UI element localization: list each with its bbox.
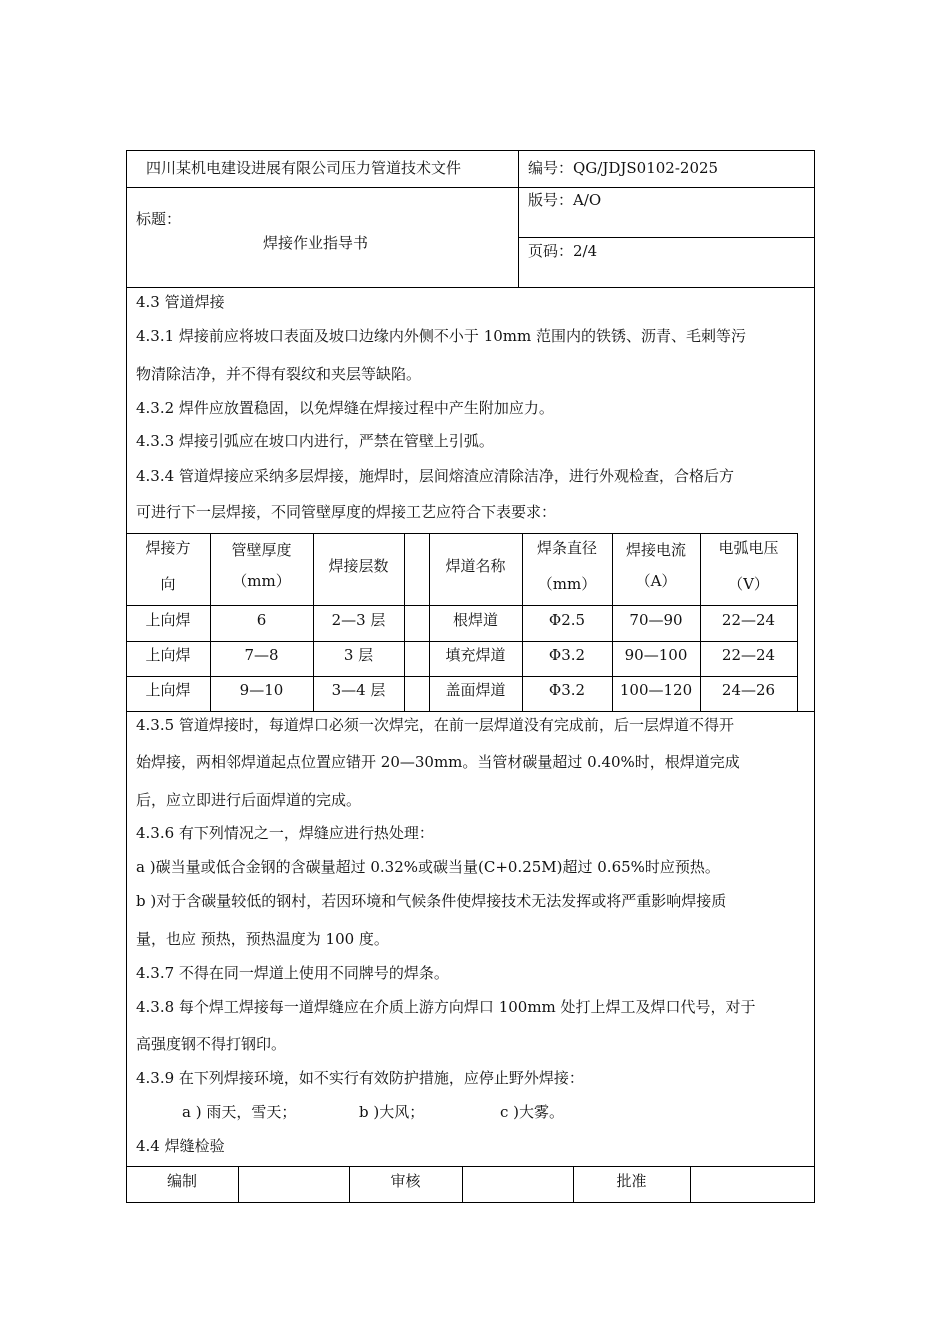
table-top-border — [126, 533, 797, 534]
header-voltage-line2: （V） — [728, 575, 769, 593]
table-right-border — [797, 533, 798, 711]
table-cell: 盖面焊道 — [445, 681, 506, 699]
clause-4-3-5-line2: 始焊接，两相邻焊道起点位置应错开 20—30mm。当管材碳量超过 0.40%时，根焊道完成 — [136, 753, 740, 771]
table-cell: 24—26 — [721, 681, 776, 699]
table-cell: 6 — [256, 611, 267, 629]
table-cell: Φ2.5 — [548, 611, 586, 629]
table-row-divider — [126, 641, 797, 642]
footer-review-label: 审核 — [390, 1172, 421, 1190]
table-cell: 70—90 — [629, 611, 683, 629]
table-row-divider — [126, 676, 797, 677]
table-column-divider — [404, 533, 405, 711]
doc-number: 编号：QG/JDJS0102-2025 — [528, 159, 719, 177]
header-pass-name: 焊道名称 — [445, 557, 506, 575]
version-label: 版号：A/O — [528, 191, 602, 209]
clause-4-3-9: 4.3.9 在下列焊接环境，如不实行有效防护措施，应停止野外焊接： — [136, 1069, 584, 1087]
table-bottom-border — [126, 711, 815, 712]
table-header-divider — [126, 605, 797, 606]
footer-approve-label: 批准 — [616, 1172, 647, 1190]
footer-column-divider — [238, 1166, 239, 1203]
section-4-3: 4.3 管道焊接 — [136, 293, 225, 311]
table-cell: 2—3 层 — [331, 611, 386, 629]
table-cell: 上向焊 — [145, 681, 191, 699]
table-cell: 填充焊道 — [445, 646, 506, 664]
section-4-4: 4.4 焊缝检验 — [136, 1137, 225, 1155]
header-direction-line1: 焊接方 — [145, 539, 191, 557]
table-cell: 根焊道 — [452, 611, 498, 629]
clause-4-3-5-line1: 4.3.5 管道焊接时，每道焊口必须一次焊完，在前一层焊道没有完成前，后一层焊道不得开 — [136, 716, 734, 734]
header-current-line2: （A） — [635, 572, 677, 590]
header-thickness-line1: 管壁厚度 — [231, 541, 292, 559]
header-electrode-line2: （mm） — [537, 575, 597, 593]
table-cell: 7—8 — [244, 646, 279, 664]
table-cell: 9—10 — [239, 681, 284, 699]
clause-4-3-6-a: a )碳当量或低合金钢的含碳量超过 0.32%或碳当量(C+0.25M)超过 0.65%时应预热。 — [136, 858, 720, 876]
page-row-divider — [518, 237, 815, 238]
header-bottom-divider — [126, 287, 815, 288]
clause-4-3-1-line2: 物清除洁净，并不得有裂纹和夹层等缺陷。 — [136, 365, 422, 383]
clause-4-3-6: 4.3.6 有下列情况之一，焊缝应进行热处理： — [136, 824, 434, 842]
page-number: 页码：2/4 — [528, 242, 598, 260]
footer-column-divider — [690, 1166, 691, 1203]
table-cell: Φ3.2 — [548, 646, 586, 664]
header-thickness-line2: （mm） — [232, 572, 291, 590]
clause-4-3-3: 4.3.3 焊接引弧应在坡口内进行，严禁在管壁上引弧。 — [136, 432, 494, 450]
table-cell: 90—100 — [624, 646, 688, 664]
clause-4-3-6-b-line2: 量，也应 预热，预热温度为 100 度。 — [136, 930, 389, 948]
header-current-line1: 焊接电流 — [625, 541, 686, 559]
header-voltage-line1: 电弧电压 — [718, 539, 779, 557]
header-divider — [126, 187, 815, 188]
table-cell: 3—4 层 — [331, 681, 386, 699]
clause-4-3-1-line1: 4.3.1 焊接前应将坡口表面及坡口边缘内外侧不小于 10mm 范围内的铁锈、沥青、毛刺等污 — [136, 327, 747, 345]
title-label: 标题： — [136, 210, 182, 228]
document-title: 焊接作业指导书 — [263, 234, 369, 252]
table-cell: 上向焊 — [145, 646, 191, 664]
header-electrode-line1: 焊条直径 — [536, 539, 597, 557]
table-cell: Φ3.2 — [548, 681, 586, 699]
header-layers: 焊接层数 — [328, 557, 389, 575]
clause-4-3-7: 4.3.7 不得在同一焊道上使用不同牌号的焊条。 — [136, 964, 449, 982]
clause-4-3-4-line2: 可进行下一层焊接，不同管壁厚度的焊接工艺应符合下表要求： — [136, 503, 557, 521]
table-cell: 22—24 — [721, 646, 776, 664]
footer-top-border — [126, 1166, 815, 1167]
clause-4-3-4-line1: 4.3.4 管道焊接应采纳多层焊接，施焊时，层间熔渣应清除洁净，进行外观检查，合格后方 — [136, 467, 734, 485]
clause-4-3-8-line1: 4.3.8 每个焊工焊接每一道焊缝应在介质上游方向焊口 100mm 处打上焊工及焊口代号，对于 — [136, 998, 756, 1016]
footer-column-divider — [462, 1166, 463, 1203]
clause-4-3-9-a: a ) 雨天，雪天； — [182, 1103, 297, 1121]
table-cell: 上向焊 — [145, 611, 191, 629]
company-doc-title: 四川某机电建设进展有限公司压力管道技术文件 — [146, 159, 462, 177]
clause-4-3-5-line3: 后，应立即进行后面焊道的完成。 — [136, 791, 362, 809]
clause-4-3-8-line2: 高强度钢不得打钢印。 — [136, 1035, 287, 1053]
table-cell: 3 层 — [343, 646, 374, 664]
table-cell: 100—120 — [619, 681, 693, 699]
clause-4-3-6-b-line1: b )对于含碳量较低的钢村，若因环境和气候条件使焊接技术无法发挥或将严重影响焊接质 — [136, 892, 727, 910]
clause-4-3-9-c: c )大雾。 — [500, 1103, 565, 1121]
footer-compile-label: 编制 — [166, 1172, 197, 1190]
table-cell: 22—24 — [721, 611, 776, 629]
header-column-divider — [518, 150, 519, 288]
clause-4-3-2: 4.3.2 焊件应放置稳固，以免焊缝在焊接过程中产生附加应力。 — [136, 399, 554, 417]
header-direction-line2: 向 — [160, 575, 176, 593]
clause-4-3-9-b: b )大风； — [359, 1103, 425, 1121]
